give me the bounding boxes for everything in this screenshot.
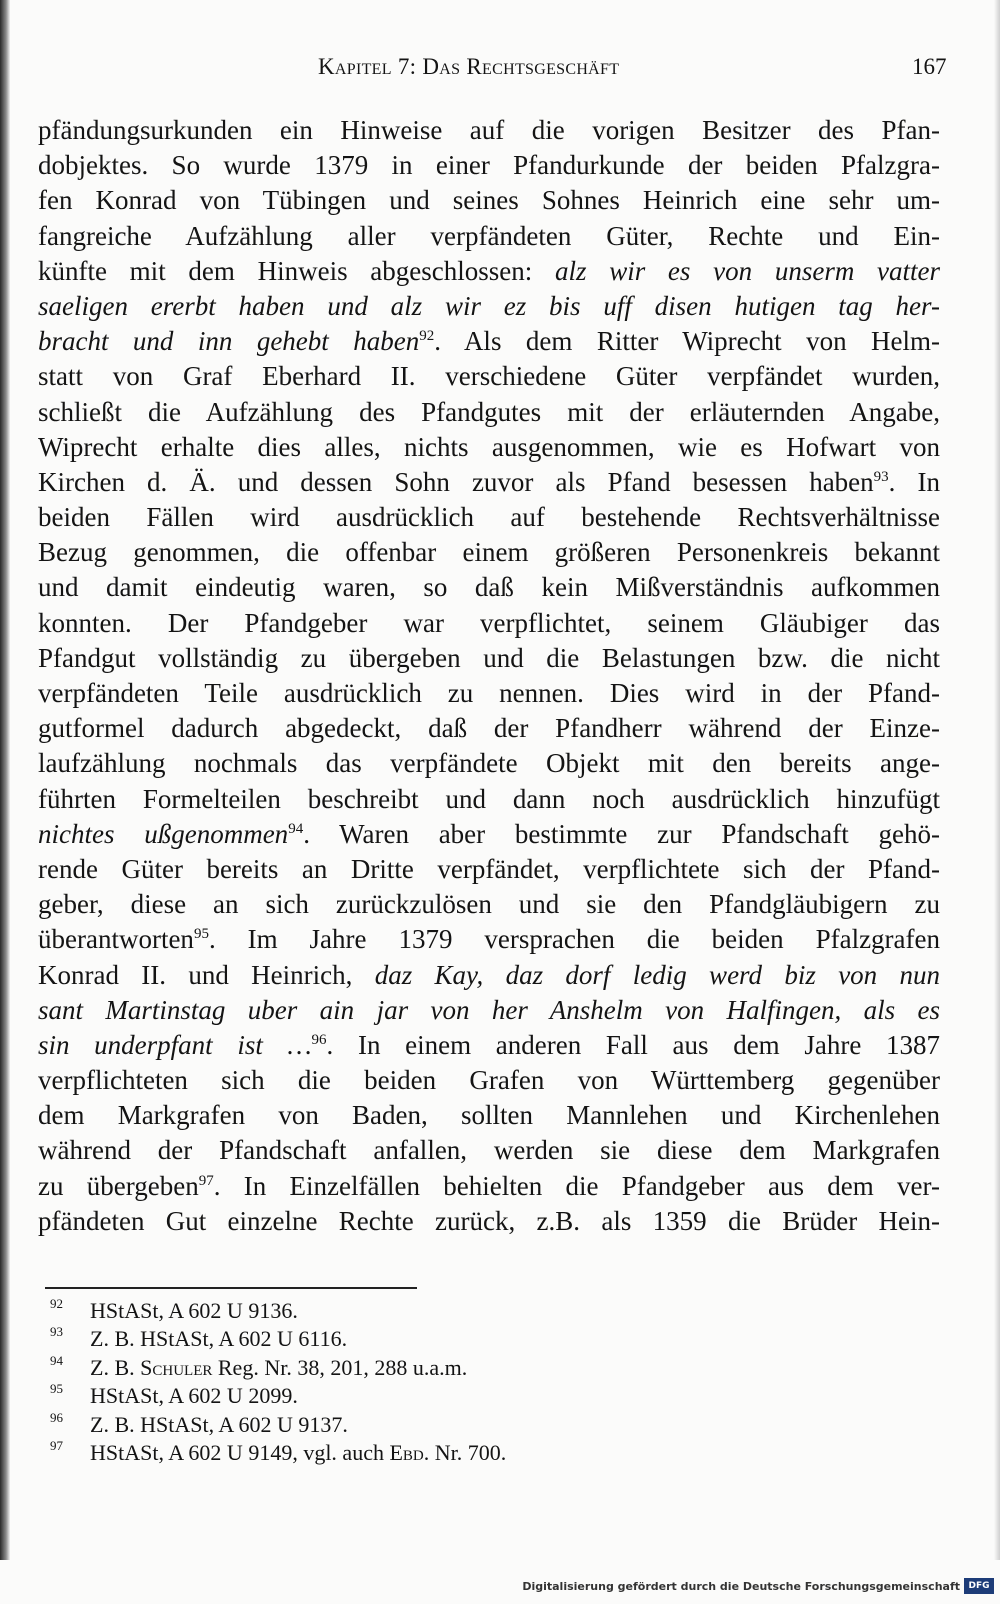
text-line bbox=[38, 1028, 940, 1063]
page-header bbox=[0, 50, 1000, 90]
text-line: pfändungsurkunden ein Hinweise auf die vorigen Besitzer des Pfan- bbox=[38, 115, 940, 145]
text-line: verpfändeten Teile ausdrücklich zu nennen. Dies wird in der Pfand- bbox=[38, 678, 940, 708]
text-segment: . In bbox=[888, 466, 940, 497]
text-line: gutformel dadurch abgedeckt, daß der Pfandherr während der Einze- bbox=[38, 713, 940, 744]
digitization-notice-text: Digitalisierung gefördert durch die Deutsche Forschungsgemeinschaft bbox=[522, 1579, 960, 1593]
footnote-ref[interactable]: 93 bbox=[873, 468, 889, 485]
text-line: Wiprecht erhalte dies alles, nichts ausgenommen, wie es Hofwart von bbox=[38, 431, 940, 462]
text-segment: . In Einzelfällen behielten die Pfandgeber aus dem ver- bbox=[213, 1170, 940, 1201]
text-line bbox=[38, 993, 940, 1028]
text-line: Bezug genommen, die offenbar einem größeren Personenkreis bekannt bbox=[38, 537, 940, 568]
footnote-number: 95 bbox=[50, 1381, 63, 1397]
quote-segment: sin underpfant ist … bbox=[38, 1029, 312, 1060]
footnotes bbox=[50, 1297, 950, 1467]
text-segment: Konrad II. und Heinrich, bbox=[38, 959, 353, 990]
footnote-text bbox=[90, 1439, 950, 1467]
quote-segment: nichtes ußgenommen bbox=[38, 818, 289, 849]
quote-segment: daz Kay, daz dorf ledig werd biz von nun bbox=[374, 959, 940, 990]
body-text bbox=[38, 113, 940, 1239]
quote-segment: sant Martinstag uber ain jar von her Anshelm von Halfingen, als es bbox=[38, 994, 940, 1025]
text-line bbox=[38, 254, 940, 289]
text-segment: . In einem anderen Fall aus dem Jahre 1387 bbox=[326, 1029, 940, 1060]
quote-segment: saeligen ererbt haben und alz wir ez bis uff disen hutigen tag her- bbox=[38, 290, 940, 321]
binding-shadow bbox=[0, 0, 10, 1560]
text-line: und damit eindeutig waren, so daß kein Mißverständnis aufkommen bbox=[38, 572, 940, 603]
text-line: dem Markgrafen von Baden, sollten Mannlehen und Kirchenlehen bbox=[38, 1100, 940, 1131]
author-name: Schuler bbox=[140, 1354, 213, 1380]
running-title: Kapitel 7: Das Rechtsgeschäft bbox=[318, 54, 620, 79]
footnote-text: Z. B. HStASt, A 602 U 9137. bbox=[90, 1411, 348, 1437]
footnote-number: 93 bbox=[50, 1324, 63, 1340]
footnote-94 bbox=[50, 1354, 950, 1382]
digitization-notice bbox=[522, 1574, 994, 1598]
text-line: fangreiche Aufzählung aller verpfändeten Güter, Rechte und Ein- bbox=[38, 220, 940, 251]
page-number: 167 bbox=[912, 54, 947, 79]
text-line: pfändeten Gut einzelne Rechte zurück, z.B. als 1359 die Brüder Hein- bbox=[38, 1205, 940, 1236]
abbreviation: Ebd bbox=[389, 1439, 424, 1465]
text-line: geber, diese an sich zurückzulösen und sie den Pfandgläubigern zu bbox=[38, 889, 940, 920]
text-segment: überantworten bbox=[38, 924, 194, 955]
footnote-97 bbox=[50, 1439, 950, 1467]
text-line bbox=[38, 958, 940, 993]
text-segment: zu übergeben bbox=[38, 1170, 199, 1201]
text-line: während der Pfandschaft anfallen, werden sie diese dem Markgrafen bbox=[38, 1135, 940, 1166]
text-segment: . Waren aber bestimmte zur Pfandschaft gehö- bbox=[303, 818, 940, 849]
footnote-text: Z. B. HStASt, A 602 U 6116. bbox=[90, 1326, 348, 1352]
footnote-96 bbox=[50, 1411, 950, 1439]
text-line bbox=[38, 324, 940, 359]
text-line: führten Formelteilen beschreibt und dann noch ausdrücklich hinzufügt bbox=[38, 783, 940, 814]
footnote-ref[interactable]: 94 bbox=[288, 820, 304, 837]
footnote-number: 94 bbox=[50, 1352, 63, 1368]
text-segment: . Als dem Ritter Wiprecht von Helm- bbox=[434, 326, 940, 357]
text-line bbox=[38, 465, 940, 500]
text-line: konnten. Der Pfandgeber war verpflichtet, seinem Gläubiger das bbox=[38, 607, 940, 638]
text-line: Pfandgut vollständig zu übergeben und die Belastungen bzw. die nicht bbox=[38, 642, 940, 673]
footnote-92 bbox=[50, 1297, 950, 1325]
footnote-text-segment: Z. B. bbox=[90, 1354, 141, 1380]
text-segment: künfte mit dem Hinweis abgeschlossen: bbox=[38, 255, 533, 286]
footnote-number: 92 bbox=[50, 1296, 63, 1311]
footnote-text-segment: Reg. Nr. 38, 201, 288 u.a.m. bbox=[212, 1354, 468, 1380]
text-line bbox=[38, 1169, 940, 1204]
text-line: beiden Fällen wird ausdrücklich auf bestehende Rechtsverhältnisse bbox=[38, 502, 940, 533]
footnote-number: 97 bbox=[50, 1437, 63, 1453]
footnote-text: HStASt, A 602 U 2099. bbox=[90, 1383, 298, 1409]
footnote-text: HStASt, A 602 U 9136. bbox=[90, 1298, 298, 1323]
text-line: dobjektes. So wurde 1379 in einer Pfandurkunde der beiden Pfalzgra- bbox=[38, 150, 940, 181]
quote-segment: alz wir es von unserm vatter bbox=[554, 255, 941, 286]
footnote-number: 96 bbox=[50, 1409, 63, 1425]
text-line bbox=[38, 922, 940, 957]
quote-segment: bracht und inn gehebt haben bbox=[38, 326, 420, 357]
footnote-ref[interactable]: 96 bbox=[311, 1031, 327, 1048]
footnote-text bbox=[90, 1354, 950, 1382]
text-segment: Kirchen d. Ä. und dessen Sohn zuvor als Pfand besessen haben bbox=[38, 466, 874, 497]
footnote-text-segment: . Nr. 700. bbox=[423, 1439, 507, 1465]
page-edge bbox=[994, 0, 1000, 1560]
footnote-93 bbox=[50, 1325, 950, 1353]
footnote-text-segment: HStASt, A 602 U 9149, vgl. auch bbox=[90, 1439, 390, 1465]
footnote-divider bbox=[45, 1287, 417, 1289]
text-line bbox=[38, 289, 940, 324]
text-line: laufzählung nochmals das verpfändete Objekt mit den bereits ange- bbox=[38, 748, 940, 779]
footnote-95 bbox=[50, 1382, 950, 1410]
footnote-ref[interactable]: 92 bbox=[419, 328, 435, 345]
footnote-ref[interactable]: 95 bbox=[193, 926, 209, 943]
text-line: statt von Graf Eberhard II. verschiedene Güter verpfändet wurden, bbox=[38, 361, 940, 392]
footnote-ref[interactable]: 97 bbox=[198, 1172, 214, 1189]
text-line bbox=[38, 817, 940, 852]
text-segment: . Im Jahre 1379 versprachen die beiden Pfalzgrafen bbox=[208, 924, 940, 955]
text-line: schließt die Aufzählung des Pfandgutes mit der erläuternden Angabe, bbox=[38, 396, 940, 427]
text-line: rende Güter bereits an Dritte verpfändet, verpflichtete sich der Pfand- bbox=[38, 853, 940, 884]
text-line: fen Konrad von Tübingen und seines Sohnes Heinrich eine sehr um- bbox=[38, 185, 940, 216]
text-line: verpflichteten sich die beiden Grafen von Württemberg gegenüber bbox=[38, 1065, 940, 1096]
dfg-logo: DFG bbox=[964, 1578, 994, 1594]
